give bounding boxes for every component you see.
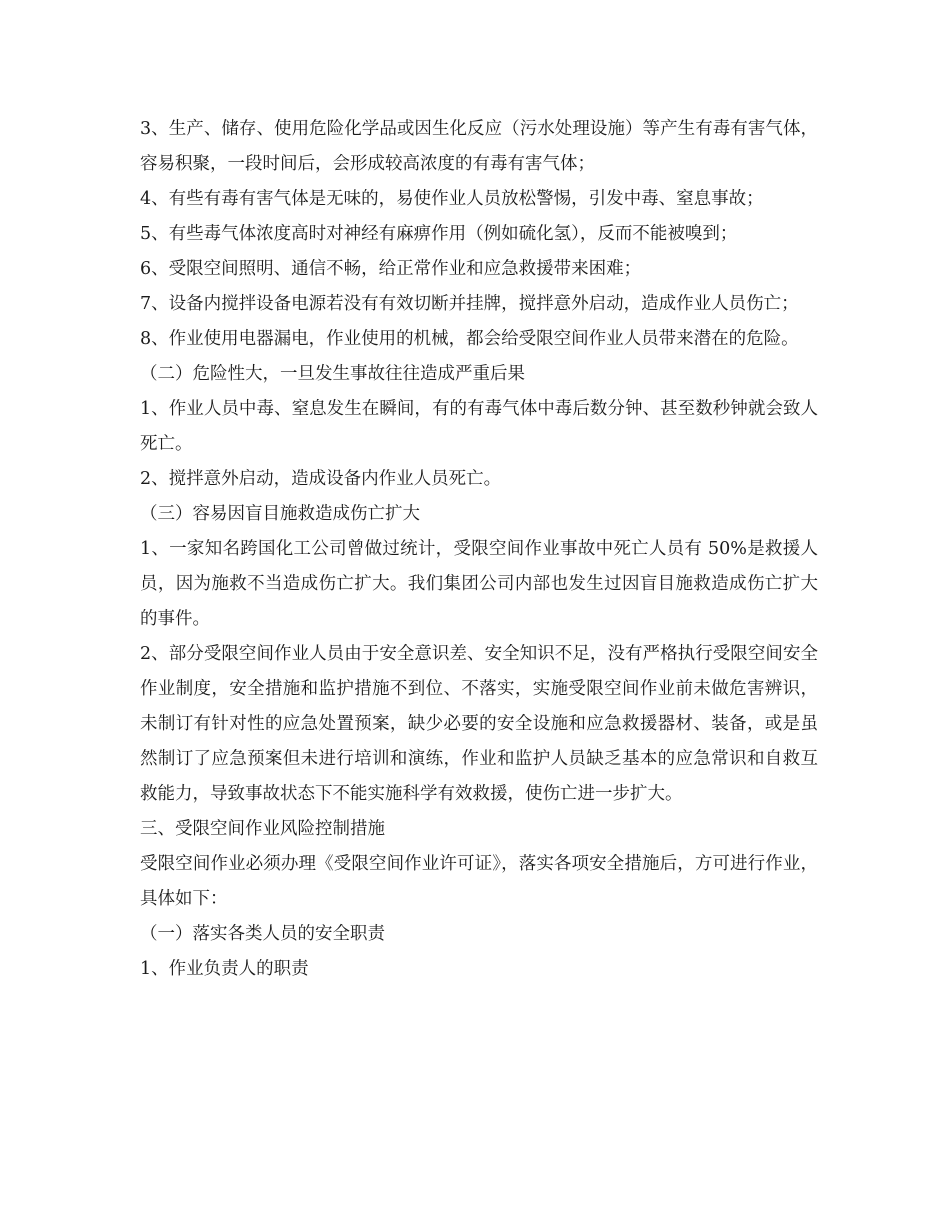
paragraph-danger-1: 1、作业人员中毒、窒息发生在瞬间，有的有毒气体中毒后数分钟、甚至数秒钟就会致人死亡。 [140, 399, 818, 454]
subsection-heading-leader: 1、作业负责人的职责 [140, 959, 309, 979]
section-heading-3: （三）容易因盲目施救造成伤亡扩大 [140, 504, 420, 524]
paragraph-rescue-1: 1、一家知名跨国化工公司曾做过统计，受限空间作业事故中死亡人员有 50%是救援人员，因为施救不当造成伤亡扩大。我们集团公司内部也发生过因盲目施救造成伤亡扩大的事件。 [140, 539, 818, 629]
paragraph-item-3: 3、生产、储存、使用危险化学品或因生化反应（污水处理设施）等产生有毒有害气体，容易积聚，一段时间后，会形成较高浓度的有毒有害气体； [140, 119, 818, 174]
paragraph-item-7: 7、设备内搅拌设备电源若没有有效切断并挂牌，搅拌意外启动，造成作业人员伤亡； [140, 294, 799, 314]
paragraph-control-intro: 受限空间作业必须办理《受限空间作业许可证》，落实各项安全措施后，方可进行作业，具体如下： [140, 854, 818, 909]
paragraph-rescue-2: 2、部分受限空间作业人员由于安全意识差、安全知识不足，没有严格执行受限空间安全作业制度，安全措施和监护措施不到位、不落实，实施受限空间作业前未做危害辨识，未制订有针对性的应急处置预案，缺少必要的安全设施和应急救援器材、装备，或是虽然制订了应急预案但未进行培训和演练，作业和监护人员缺乏基本的应急常识和自救互救能力，导致事故状态下不能实施科学有效救援，使伤亡进一步扩大。 [140, 644, 818, 804]
section-heading-responsibility: （一）落实各类人员的安全职责 [140, 924, 385, 944]
section-heading-2: （二）危险性大，一旦发生事故往往造成严重后果 [140, 364, 525, 384]
paragraph-item-6: 6、受限空间照明、通信不畅，给正常作业和应急救援带来困难； [140, 259, 642, 279]
paragraph-item-8: 8、作业使用电器漏电，作业使用的机械，都会给受限空间作业人员带来潜在的危险。 [140, 329, 799, 349]
paragraph-item-4: 4、有些有毒有害气体是无味的，易使作业人员放松警惕，引发中毒、窒息事故； [140, 189, 764, 209]
chapter-heading-3: 三、受限空间作业风险控制措施 [140, 819, 385, 839]
paragraph-item-5: 5、有些毒气体浓度高时对神经有麻痹作用（例如硫化氢），反而不能被嗅到； [140, 224, 738, 244]
document-page [140, 112, 818, 987]
paragraph-danger-2: 2、搅拌意外启动，造成设备内作业人员死亡。 [140, 469, 502, 489]
